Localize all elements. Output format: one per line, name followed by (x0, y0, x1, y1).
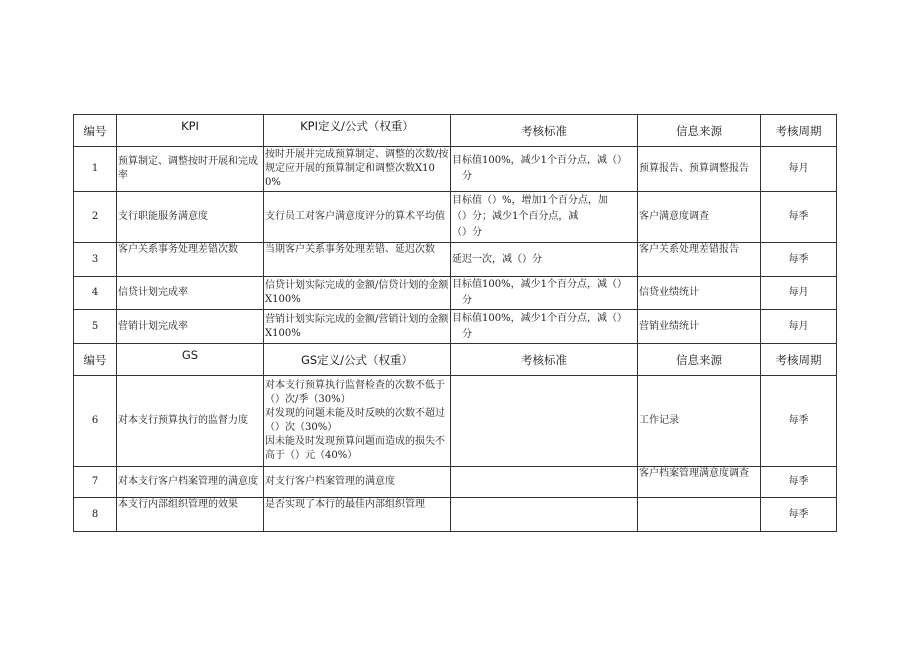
header-no: 编号 (74, 115, 117, 147)
info-source: 客户满意度调查 (638, 192, 761, 243)
header-gs-label: GS (181, 347, 199, 362)
assessment-standard (451, 376, 638, 467)
table-row (74, 243, 837, 277)
indicator-name: 本支行内部组织管理的效果 (117, 498, 264, 532)
indicator-definition: 按时开展并完成预算制定、调整的次数/按规定应开展的预算制定和调整次数X100% (264, 147, 451, 192)
header-source: 信息来源 (638, 115, 761, 147)
assessment-standard (451, 192, 638, 243)
table-row (74, 467, 837, 498)
standard-line: 分 (462, 171, 472, 182)
header-no: 编号 (74, 344, 117, 376)
standard-line: （）分；减少1个百分点，减 (452, 211, 579, 222)
row-number: 1 (74, 147, 117, 192)
row-number: 2 (74, 192, 117, 243)
info-source: 工作记录 (638, 376, 761, 467)
standard-line: 分 (462, 295, 472, 306)
header-kpi-definition (264, 115, 451, 147)
info-source: 营销业绩统计 (638, 310, 761, 344)
assessment-standard (451, 498, 638, 532)
info-source: 客户关系处理差错报告 (638, 243, 761, 277)
standard-line: 目标值100%，减少1个百分点，减（） (452, 312, 627, 324)
indicator-name: 营销计划完成率 (117, 310, 264, 344)
header-kpi (117, 115, 264, 147)
assessment-period: 每季 (761, 498, 837, 532)
row-number: 6 (74, 376, 117, 467)
header-period: 考核周期 (761, 344, 837, 376)
gs-header-row (74, 344, 837, 376)
row-number: 3 (74, 243, 117, 277)
assessment-period: 每季 (761, 192, 837, 243)
indicator-definition: 当期客户关系事务处理差错、延迟次数 (264, 243, 451, 277)
indicator-name: 信贷计划完成率 (117, 277, 264, 310)
table-row (74, 147, 837, 192)
standard-line: （）分 (452, 227, 482, 238)
header-period: 考核周期 (761, 115, 837, 147)
header-source: 信息来源 (638, 344, 761, 376)
header-gs (117, 344, 264, 376)
definition-line: 对发现的问题未能及时反映的次数不超过（）次（30%） (265, 408, 445, 433)
indicator-definition (264, 467, 451, 498)
header-kpi-label: KPI (181, 118, 199, 133)
info-source: 预算报告、预算调整报告 (638, 147, 761, 192)
row-number: 7 (74, 467, 117, 498)
table-row (74, 192, 837, 243)
table-row (74, 277, 837, 310)
table-row (74, 376, 837, 467)
assessment-period: 每季 (761, 467, 837, 498)
assessment-standard (451, 277, 638, 310)
indicator-definition (264, 498, 451, 532)
standard-line: 目标值100%，减少1个百分点，减（） (452, 279, 627, 290)
row-number: 4 (74, 277, 117, 310)
standard-line: 目标值100%，减少1个百分点，减（） (452, 155, 627, 166)
indicator-name: 支行职能服务满意度 (117, 192, 264, 243)
assessment-period: 每季 (761, 376, 837, 467)
assessment-standard (451, 310, 638, 344)
header-standard: 考核标准 (451, 115, 638, 147)
assessment-period: 每季 (761, 243, 837, 277)
table-row (74, 498, 837, 532)
header-kpi-definition-label: KPI定义/公式（权重） (300, 118, 414, 133)
row-number: 5 (74, 310, 117, 344)
row-number: 8 (74, 498, 117, 532)
indicator-name: 预算制定、调整按时开展和完成率 (117, 147, 264, 192)
definition-line: 是否实现了本行的最佳内部组织管理 (265, 499, 425, 510)
definition-line: 对本支行预算执行监督检查的次数不低于（）次/季（30%） (265, 380, 445, 405)
header-gs-definition: GS定义/公式（权重） (264, 344, 451, 376)
standard-line: 分 (462, 328, 472, 340)
indicator-name: 客户关系事务处理差错次数 (117, 243, 264, 277)
assessment-standard (451, 243, 638, 277)
assessment-period: 每月 (761, 310, 837, 344)
assessment-period: 每月 (761, 147, 837, 192)
standard-line: 目标值（）%，增加1个百分点，加 (452, 195, 608, 206)
indicator-name: 对本支行客户档案管理的满意度 (117, 467, 264, 498)
header-standard: 考核标准 (451, 344, 638, 376)
assessment-period: 每月 (761, 277, 837, 310)
table-row (74, 310, 837, 344)
definition-line: 对支行客户档案管理的满意度 (265, 476, 395, 487)
assessment-standard (451, 147, 638, 192)
info-source: 客户档案管理满意度调查 (638, 467, 761, 498)
indicator-definition: 营销计划实际完成的金额/营销计划的金额X100% (264, 310, 451, 344)
indicator-name: 对本支行预算执行的监督力度 (117, 376, 264, 467)
standard-line: 延迟一次，减（）分 (452, 253, 542, 265)
indicator-definition (264, 376, 451, 467)
indicator-definition: 支行员工对客户满意度评分的算术平均值 (264, 192, 451, 243)
kpi-header-row (74, 115, 837, 147)
indicator-definition: 信贷计划实际完成的金额/信贷计划的金额X100% (264, 277, 451, 310)
assessment-standard (451, 467, 638, 498)
definition-line: 因未能及时发现预算问题而造成的损失不高于（）元（40%） (265, 436, 445, 461)
info-source: 信贷业绩统计 (638, 277, 761, 310)
info-source (638, 498, 761, 532)
kpi-table (73, 114, 837, 532)
